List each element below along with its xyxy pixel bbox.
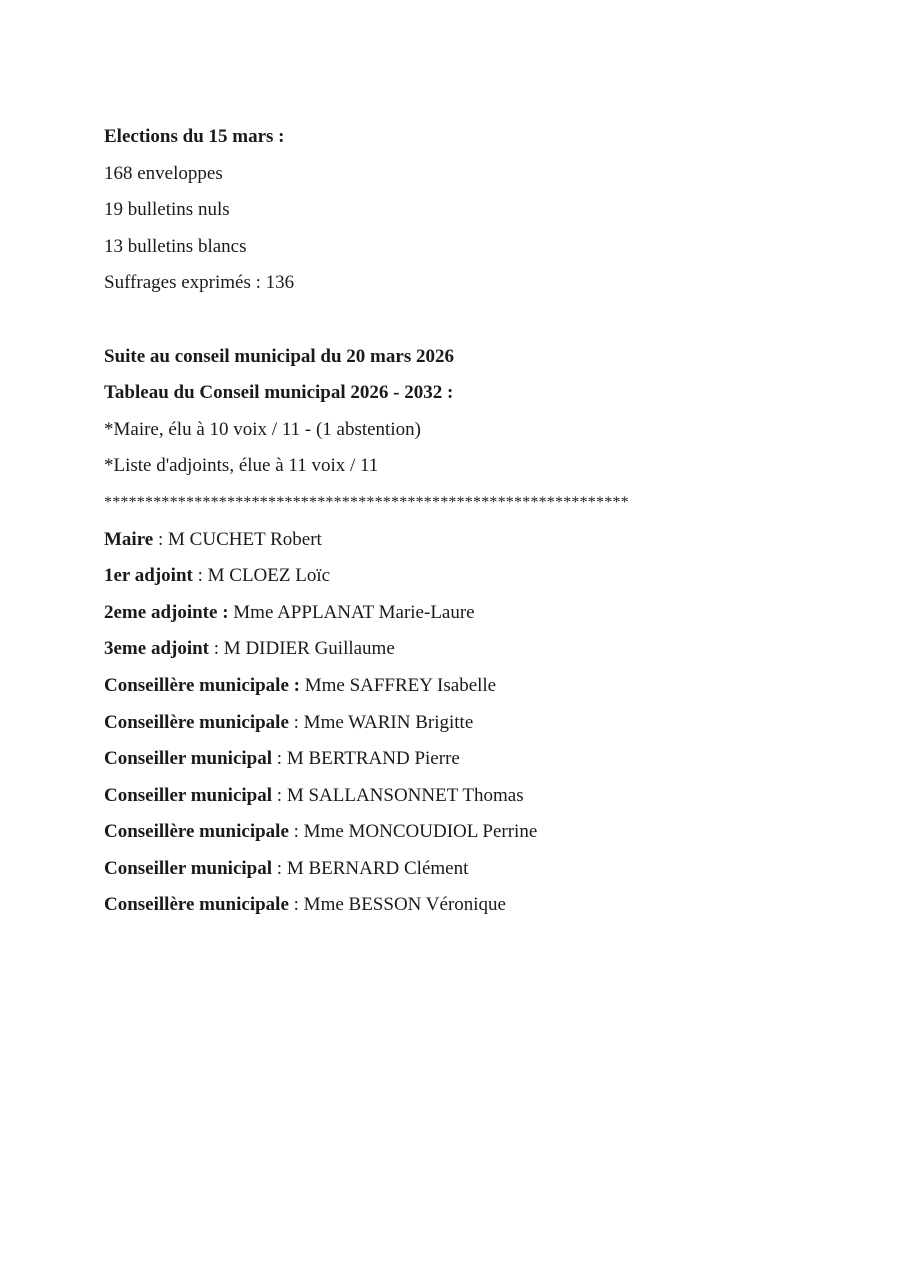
- bulletins-blancs-count: 13 bulletins blancs: [104, 235, 247, 257]
- member-row: [104, 522, 804, 559]
- member-row: [104, 851, 804, 888]
- member-role: Maire: [104, 528, 154, 550]
- member-row: [104, 741, 804, 778]
- document-page: [104, 119, 804, 924]
- member-row: [104, 778, 804, 815]
- member-name: M BERTRAND Pierre: [286, 748, 460, 770]
- member-name: Mme APPLANAT Marie-Laure: [233, 601, 475, 623]
- member-name: M BERNARD Clément: [286, 857, 469, 879]
- spacer: [104, 302, 804, 339]
- member-role: Conseiller municipal: [104, 784, 273, 806]
- member-sep: :: [209, 638, 224, 660]
- member-name: Mme SAFFREY Isabelle: [304, 674, 497, 696]
- tableau-heading: Tableau du Conseil municipal 2026 - 2032 :: [104, 382, 454, 404]
- adjoints-vote-note: *Liste d'adjoints, élue à 11 voix / 11: [104, 455, 379, 477]
- member-sep: :: [192, 565, 208, 587]
- member-role: Conseillère municipale: [104, 821, 289, 843]
- member-name: Mme BESSON Véronique: [303, 894, 506, 916]
- member-name: Mme WARIN Brigitte: [303, 711, 474, 733]
- member-role: 3eme adjoint: [104, 638, 210, 660]
- member-sep: :: [288, 894, 304, 916]
- member-name: M SALLANSONNET Thomas: [286, 784, 524, 806]
- member-sep: :: [288, 711, 304, 733]
- elections-title: Elections du 15 mars :: [104, 126, 285, 147]
- member-sep: :: [272, 748, 287, 770]
- separator-stars: ****************************************************************: [104, 493, 629, 511]
- member-row: [104, 558, 804, 595]
- bulletins-nuls-count: 19 bulletins nuls: [104, 199, 230, 221]
- member-role: Conseillère municipale :: [104, 674, 300, 696]
- member-role: Conseiller municipal: [104, 748, 273, 770]
- suffrages-exprimes: Suffrages exprimés : 136: [104, 272, 295, 294]
- member-row: [104, 595, 804, 632]
- member-sep: :: [288, 821, 304, 843]
- member-name: Mme MONCOUDIOL Perrine: [303, 821, 538, 843]
- member-role: 1er adjoint: [104, 565, 193, 587]
- member-row: [104, 631, 804, 668]
- member-row: [104, 705, 804, 742]
- member-role: 2eme adjointe :: [104, 601, 229, 623]
- member-name: M CUCHET Robert: [168, 528, 322, 550]
- enveloppes-count: 168 enveloppes: [104, 162, 223, 184]
- member-role: Conseillère municipale: [104, 894, 289, 916]
- conseil-heading: Suite au conseil municipal du 20 mars 2026: [104, 345, 454, 367]
- member-sep: :: [272, 784, 287, 806]
- member-role: Conseillère municipale: [104, 711, 289, 733]
- member-name: M DIDIER Guillaume: [223, 638, 395, 660]
- member-name: M CLOEZ Loïc: [207, 565, 331, 587]
- member-sep: :: [272, 857, 287, 879]
- maire-vote-note: *Maire, élu à 10 voix / 11 - (1 abstention): [104, 418, 421, 440]
- member-row: [104, 814, 804, 851]
- member-sep: :: [153, 528, 169, 550]
- member-row: [104, 668, 804, 705]
- member-row: [104, 887, 804, 924]
- member-role: Conseiller municipal: [104, 857, 273, 879]
